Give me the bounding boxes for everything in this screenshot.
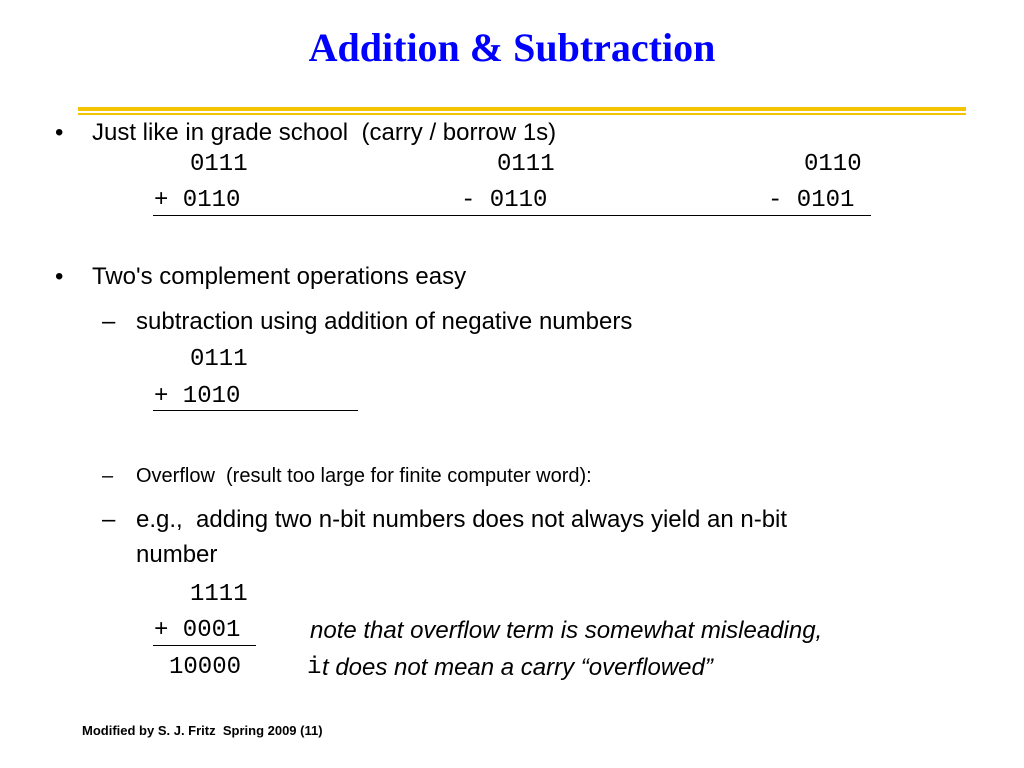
title-divider [78,107,966,111]
bullet-text: Just like in grade school (carry / borrow 1s) [92,119,557,146]
slide-footer: Modified by S. J. Fritz Spring 2009 (11) [82,723,323,738]
problem-operand-top: 0111 [190,151,248,178]
problem-result: 10000 [169,654,242,681]
bullet-marker: • [55,119,64,146]
bullet-marker: • [55,263,64,290]
problem-sum-line [153,215,871,216]
subitem-text-line1: e.g., adding two n-bit numbers does not always yield an n-bit [136,506,788,533]
problem-operand-bottom: + 1010 [154,383,241,410]
overflow-note-line1: note that overflow term is somewhat misleading, [310,617,823,644]
problem-sum-line [153,410,358,411]
problem-operand-top: 1111 [190,581,248,608]
subitem-marker: – [102,506,116,533]
problem-operand-bottom: + 0110 [154,187,241,214]
problem-operand-top: 0111 [497,151,555,178]
subitem-text: subtraction using addition of negative numbers [136,308,633,335]
problem-operand-bottom: - 0101 [768,187,855,214]
problem-operand-top: 0110 [804,151,862,178]
subitem-text: Overflow (result too large for finite computer word): [136,465,592,487]
problem-operand-top: 0111 [190,346,248,373]
subitem-marker: – [102,465,114,487]
subitem-marker: – [102,308,116,335]
subitem-text-line2: number [136,541,218,568]
problem-operand-bottom: + 0001 [154,617,241,644]
title-divider-thin [78,113,966,115]
problem-sum-line [153,645,256,646]
bullet-text: Two's complement operations easy [92,263,467,290]
slide-title: Addition & Subtraction [308,25,716,70]
overflow-note-prefix: i [307,654,322,681]
problem-operand-bottom: - 0110 [461,187,548,214]
overflow-note-line2: t does not mean a carry “overflowed” [322,654,713,681]
